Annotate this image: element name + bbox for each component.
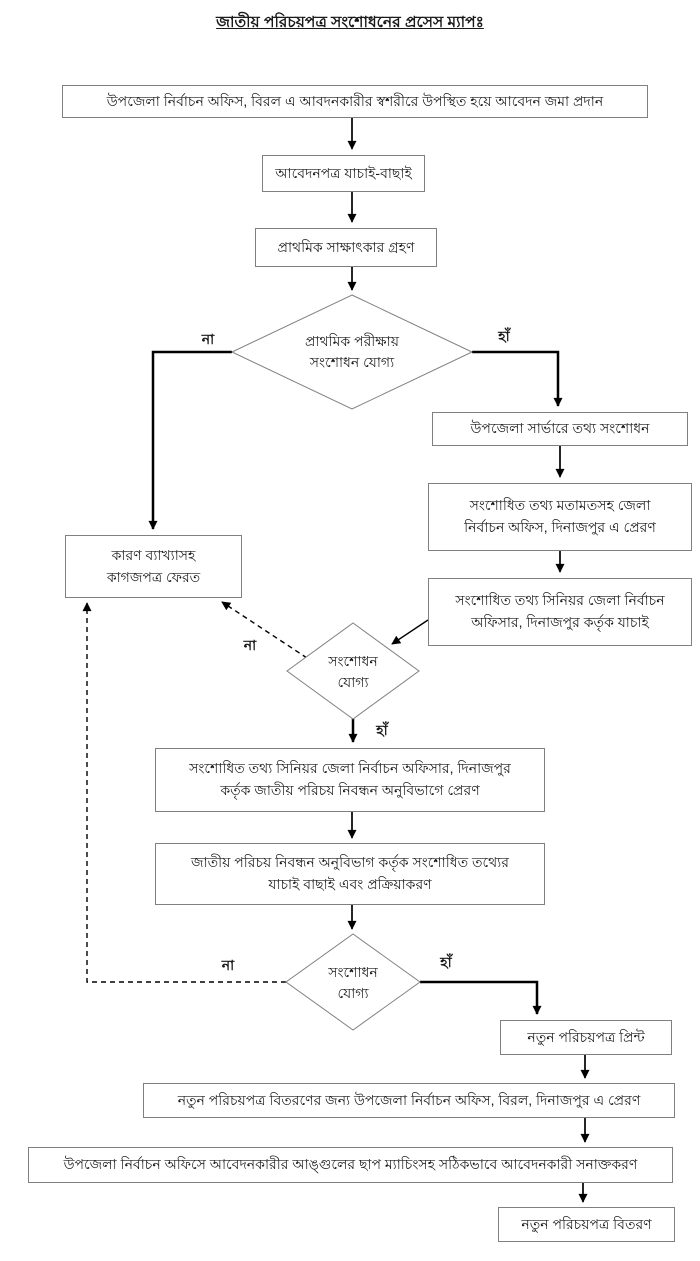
- node-line2: কাগজপত্র ফেরত: [106, 568, 201, 585]
- node-nid-wing-processing: [155, 843, 545, 905]
- node-line2: নির্বাচন অফিস, দিনাজপুর এ প্রেরণ: [464, 519, 656, 535]
- branch-decision3-yes: [420, 982, 537, 1014]
- node-text: নতুন পরিচয়পত্র বিতরণের জন্য উপজেলা নির্বাচন অফিস, বিরল, দিনাজপুর এ প্রেরণ: [177, 1091, 641, 1108]
- node-senior-officer-verify: [428, 578, 692, 646]
- node-application-scrutiny: [262, 155, 425, 192]
- node-line2: কর্তৃক জাতীয় পরিচয় নিবন্ধন অনুবিভাগে প্রেরণ: [220, 782, 480, 798]
- node-print-new-card: [500, 1020, 672, 1055]
- node-line1: সংশোধিত তথ্য মতামতসহ জেলা: [469, 497, 651, 514]
- node-fingerprint-identification: [28, 1147, 673, 1183]
- node-send-nid-wing: [155, 748, 545, 812]
- decision1-no-label: না: [201, 331, 215, 347]
- node-server-correction: [432, 412, 688, 446]
- arrow-verify-to-decision2: [392, 620, 428, 644]
- node-distribute-new-card: [498, 1207, 675, 1242]
- node-line2: যাচাই বাছাই এবং প্রক্রিয়াকরণ: [268, 876, 432, 892]
- decision1-line1: প্রাথমিক পরীক্ষায়: [305, 333, 399, 349]
- node-text: আবেদনপত্র যাচাই-বাছাই: [275, 164, 412, 181]
- decision3-line1: সংশোধন: [328, 964, 378, 980]
- node-return-documents: [65, 535, 242, 598]
- decision2-label: [303, 644, 403, 700]
- node-line2: অফিসার, দিনাজপুর কর্তৃক যাচাই: [471, 614, 649, 630]
- decision3-yes-label: হাঁ: [440, 954, 452, 970]
- node-text: প্রাথমিক সাক্ষাৎকার গ্রহণ: [277, 238, 415, 255]
- decision3-line2: যোগ্য: [337, 985, 369, 1001]
- node-initial-interview: [255, 228, 437, 267]
- decision2-yes-label: হাঁ: [376, 722, 388, 738]
- decision2-no-label: না: [243, 637, 257, 653]
- node-text: উপজেলা নির্বাচন অফিস, বিরল এ আবদনকারীর স্বশরীরে উপস্থিত হয়ে আবেদন জমা প্রদান: [106, 92, 604, 109]
- node-text: নতুন পরিচয়পত্র প্রিন্ট: [527, 1028, 645, 1045]
- node-line1: কারণ ব্যাখ্যাসহ: [111, 546, 196, 563]
- decision3-label: [303, 955, 403, 1011]
- node-line1: জাতীয় পরিচয় নিবন্ধন অনুবিভাগ কর্তৃক সংশোধিত তথ্যের: [191, 854, 509, 871]
- node-line1: সংশোধিত তথ্য সিনিয়র জেলা নির্বাচন: [455, 592, 665, 609]
- node-submit-application: [62, 85, 648, 118]
- node-line1: সংশোধিত তথ্য সিনিয়র জেলা নির্বাচন অফিসার, দিনাজপুর: [189, 760, 511, 777]
- node-text: উপজেলা নির্বাচন অফিসে আবেদনকারীর আঙ্গুলের ছাপ ম্যাচিংসহ সঠিকভাবে আবেদনকারী সনাক্তকরণ: [63, 1156, 638, 1173]
- branch-decision1-yes: [472, 352, 558, 406]
- decision2-line2: যোগ্য: [337, 674, 369, 690]
- node-text: নতুন পরিচয়পত্র বিতরণ: [521, 1215, 652, 1232]
- decision1-label: [262, 320, 442, 384]
- decision2-line1: সংশোধন: [328, 653, 378, 669]
- branch-decision1-no: [153, 352, 232, 529]
- node-text: উপজেলা সার্ভারে তথ্য সংশোধন: [470, 420, 650, 437]
- node-send-district-office: [428, 483, 692, 551]
- decision1-line2: সংশোধন যোগ্য: [309, 354, 395, 370]
- page-title: জাতীয় পরিচয়পত্র সংশোধনের প্রসেস ম্যাপঃ: [216, 14, 484, 31]
- decision1-yes-label: হাঁ: [498, 328, 510, 344]
- node-send-upazila-distribution: [143, 1083, 675, 1118]
- decision3-no-label: না: [221, 957, 235, 973]
